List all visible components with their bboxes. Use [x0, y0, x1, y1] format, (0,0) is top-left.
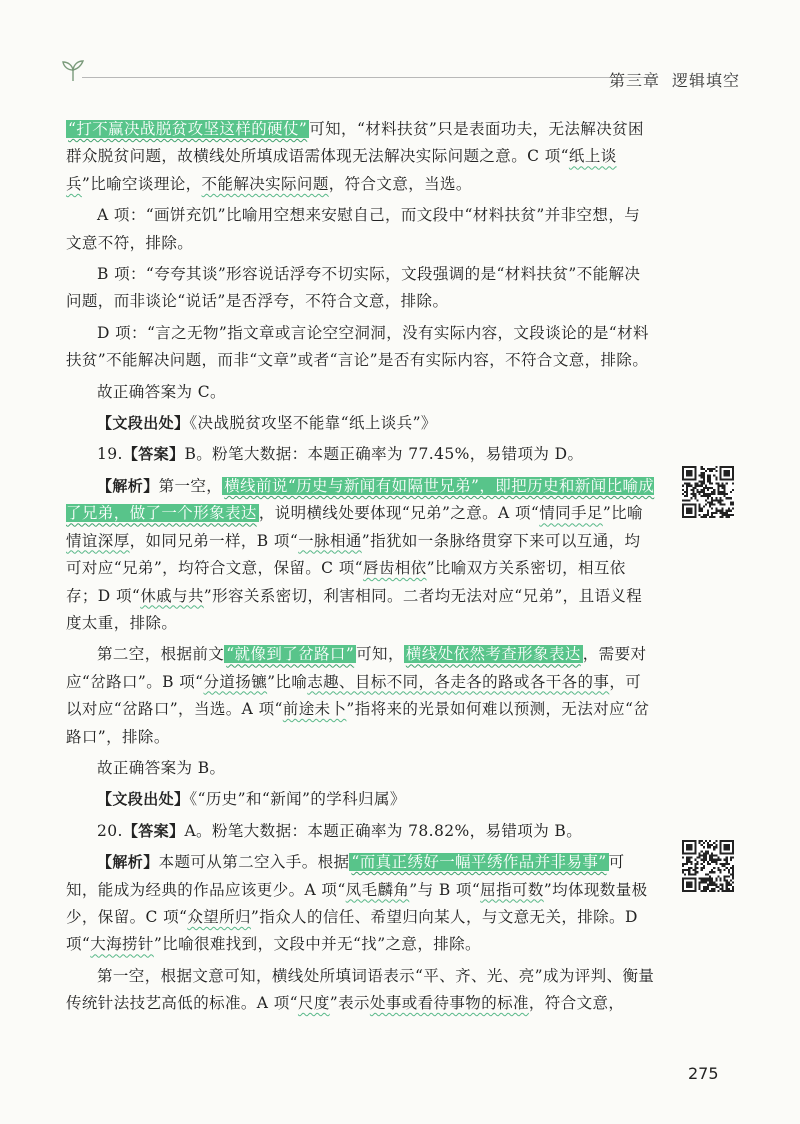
underlined-term: 大海捞针	[90, 935, 154, 954]
question-20-analysis	[66, 849, 656, 959]
analysis-tag: 【解析】	[97, 853, 159, 872]
running-header	[60, 56, 740, 96]
paragraph-option-a	[66, 202, 656, 257]
highlight-phrase: “打不赢决战脱贫攻坚这样的硬仗”	[68, 120, 308, 138]
text: ”表示	[329, 994, 370, 1013]
source-tag: 【文段出处】	[97, 414, 190, 433]
underlined-term: 凤毛麟角	[345, 880, 410, 899]
answer-tag: 【答案】	[122, 445, 185, 464]
text: 《“历史”和“新闻”的学科归属》	[189, 790, 406, 809]
chapter-title	[597, 68, 740, 91]
underlined-term: 情同手足	[539, 504, 603, 523]
paragraph-option-b	[66, 261, 656, 316]
highlight-phrase: 横线前说“历史与新闻有如隔世兄弟”，即把历史和新闻比喻成了兄弟，做了一个形象表达	[66, 476, 655, 523]
question-number: 19.	[97, 445, 123, 464]
text: 故正确答案为 C。	[97, 382, 226, 401]
text: ，需要对应“岔路口”。B 项“	[66, 645, 647, 691]
text: ”比喻空谈理论，	[81, 174, 202, 193]
question-20-answer	[66, 818, 656, 845]
chapter-number: 第三章	[608, 71, 660, 90]
answer-tag: 【答案】	[122, 821, 185, 840]
underlined-term: 分道扬镳	[203, 672, 268, 691]
underlined-term: 休戚与共	[140, 586, 204, 605]
text: 本题可从第二空入手。根据	[158, 853, 350, 872]
text: 故正确答案为 B。	[97, 758, 226, 777]
text: ”指将来的光景如何难以预测，无法对应“岔路口”，排除。	[66, 700, 650, 746]
highlight-phrase: “就像到了岔路口”	[226, 645, 355, 664]
source-tag: 【文段出处】	[97, 790, 190, 809]
question-19-second-blank	[66, 641, 656, 751]
text: A 项：“画饼充饥”比喻用空想来安慰自己，而文段中“材料扶贫”并非空想，与文意不符，排除。	[66, 206, 641, 252]
text: ”指众人的信任、希望归向某人，与文意无关，排除。D 项“	[66, 907, 638, 954]
highlight-phrase: 横线处依然考查形象表达	[405, 645, 581, 664]
text: 可知，“材料扶贫”只是表面功夫，无法解决贫困群众脱贫问题，故横线处所填成语需体现无法解决实际问题之意。C 项“	[66, 120, 644, 166]
text: D 项：“言之无物”指文章或言论空空洞洞，没有实际内容，文段谈论的是“材料扶贫”不能解决问题，而非“文章”或者“言论”是否有实际内容，不符合文意，排除。	[66, 323, 649, 370]
header-rule	[82, 77, 654, 78]
text: ，符合文意，当选。	[328, 174, 472, 193]
highlight-phrase: “而真正绣好一幅平绣作品并非易事”	[351, 853, 607, 872]
qr-code-icon[interactable]	[682, 840, 734, 892]
underlined-term: 处事或看待事物的标准	[369, 994, 529, 1013]
text: ，如同兄弟一样，B 项“	[129, 531, 299, 550]
text: ，可以对应“岔路口”，当选。A 项“	[66, 672, 642, 719]
text: 第一空，根据文意可知，横线处所填词语表示“平、齐、光、亮”成为评判、衡量传统针法技艺高低的标准。A 项“	[66, 966, 655, 1013]
text: 可知，能成为经典的作品应该更少。A 项“	[66, 853, 625, 899]
text: ”比喻	[267, 672, 308, 691]
text: ”比喻双方关系密切，相互依存；D 项“	[66, 559, 626, 605]
underlined-term: 志趣、目标不同，各走各的路或各干各的事	[307, 672, 610, 691]
text: A。粉笔大数据：本题正确率为 78.82%，易错项为 B。	[184, 821, 583, 840]
analysis-tag: 【解析】	[97, 476, 159, 495]
underlined-term: 屈指可数	[480, 880, 544, 899]
question-19-answer	[66, 441, 656, 468]
text: B 项：“夸夸其谈”形容说话浮夸不切实际，文段强调的是“材料扶贫”不能解决问题，而非谈论“说话”是否浮夸，不符合文意，排除。	[66, 265, 641, 311]
text: ”指犹如一条脉络贯穿下来可以互通，均可对应“兄弟”，均符合文意，保留。C 项“	[66, 531, 641, 578]
underlined-term: 唇齿相依	[362, 559, 427, 578]
underlined-term: 情谊深厚	[66, 531, 130, 550]
underlined-term: 尺度	[297, 994, 330, 1013]
paragraph-option-d	[66, 320, 656, 375]
text: ，符合文意，	[528, 994, 625, 1013]
qr-code-icon[interactable]	[682, 466, 734, 518]
underlined-term: 一脉相通	[298, 531, 362, 550]
text: ”形容关系密切，利害相同。二者均无法对应“兄弟”，且语义程度太重，排除。	[66, 586, 643, 632]
sprout-icon	[60, 58, 86, 82]
main-text	[66, 116, 656, 1018]
text: ”比喻很难找到，文段中并无“找”之意，排除。	[153, 935, 481, 954]
text: B。粉笔大数据：本题正确率为 77.45%，易错项为 D。	[184, 445, 584, 464]
answer-line	[66, 755, 656, 782]
text: 第一空，	[158, 476, 223, 495]
text: 《决战脱贫攻坚不能靠“纸上谈兵”》	[189, 414, 437, 433]
text: ”均体现数量极少，保留。C 项“	[66, 880, 648, 926]
question-20-first-blank	[66, 963, 656, 1018]
question-19-analysis	[66, 473, 656, 637]
question-number: 20.	[97, 821, 123, 840]
text: ”比喻	[602, 504, 643, 523]
underlined-term: 纸上谈兵	[66, 147, 617, 193]
text: ，说明横线处要体现“兄弟”之意。A 项“	[258, 504, 540, 523]
text: 可知，	[356, 645, 404, 664]
text: ”与 B 项“	[409, 880, 481, 899]
chapter-name: 逻辑填空	[671, 71, 740, 90]
paragraph-1	[66, 116, 656, 198]
underlined-term: 不能解决实际问题	[201, 174, 329, 193]
source-line	[66, 410, 656, 437]
underlined-term: 前途未卜	[282, 700, 347, 719]
source-line	[66, 786, 656, 813]
answer-line	[66, 379, 656, 406]
underlined-term: 众望所归	[187, 907, 251, 926]
text: 第二空，根据前文	[97, 645, 225, 664]
page-number: 275	[688, 1064, 719, 1083]
